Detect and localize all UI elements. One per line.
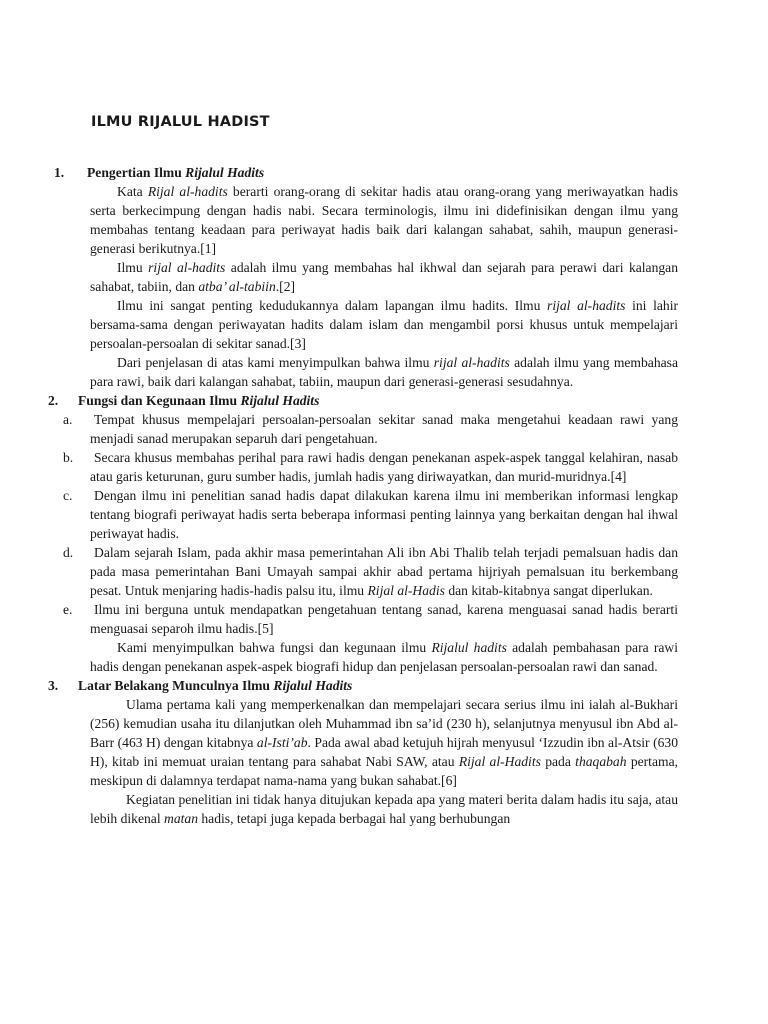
list-item [0,448,768,486]
list-item [0,600,768,638]
section-title: Fungsi dan Kegunaan Ilmu Rijalul Hadits [78,393,320,408]
list-item-label: e. [63,602,73,617]
section-title: Latar Belakang Munculnya Ilmu Rijalul Hadits [78,678,353,693]
list-item-text: Tempat khusus mempelajari persoalan-persoalan sekitar sanad maka mengetahui keadaan rawi yang menjadi sanad merupakan separuh dari pengetahuan. [90,412,678,446]
paragraph: Ilmu ini sangat penting kedudukannya dalam lapangan ilmu hadits. Ilmu rijal al-hadits ini lahir bersama-sama dengan periwayatan hadits dalam islam dan mengambil porsi khusus untuk mempelajari persoalan-persoalan di sekitar sanad.[3] [90,298,678,351]
paragraph: Ulama pertama kali yang memperkenalkan dan mempelajari secara serius ilmu ini ialah al-Bukhari (256) kemudian usaha itu dilanjutkan oleh Muhammad ibn sa’id (230 h), selanjutnya menyusul ibn Abd al-Barr (463 H) dengan kitabnya al-Isti’ab. Pada awal abad ketujuh hijrah menyusul ‘Izzudin ibn al-Atsir (630 H), kitab ini memuat uraian tentang para sahabat Nabi SAW, atau Rijal al-Hadits pada thaqabah pertama, meskipun di dalamnya terdapat nama-nama yang bukan sahabat.[6] [90,697,679,788]
list-item [0,410,768,448]
list-item-text: Ilmu ini berguna untuk mendapatkan pengetahuan tentang sanad, karena menguasai sanad hadis berarti menguasai separoh ilmu hadis.[5] [90,602,678,636]
paragraph: Kami menyimpulkan bahwa fungsi dan kegunaan ilmu Rijalul hadits adalah pembahasan para rawi hadis dengan penekanan aspek-aspek biografi hidup dan penjelasan persoalan-persoalan rawi dan sanad. [90,640,679,674]
list-item [0,543,768,600]
list-item-text: Secara khusus membahas perihal para rawi hadis dengan penekanan aspek-aspek tanggal kelahiran, nasab atau garis keturunan, guru sumber hadis, jumlah hadis yang diriwayatkan, dan murid-muridnya.[4] [90,450,678,484]
list-item [0,486,768,543]
list-item-label: c. [63,488,73,503]
paragraph: Dari penjelasan di atas kami menyimpulkan bahwa ilmu rijal al-hadits adalah ilmu yang membahasa para rawi, baik dari kalangan sahabat, tabiin, maupun dari generasi-generasi sesudahnya. [90,355,678,389]
list-item-label: a. [63,412,73,427]
section-number: 1. [54,165,65,180]
list-item-label: d. [63,545,74,560]
section-number: 3. [48,678,59,693]
document-title: ILMU RIJALUL HADIST [91,114,270,130]
section-title: Pengertian Ilmu Rijalul Hadits [87,165,265,180]
document-body [0,163,768,828]
paragraph: Kata Rijal al-hadits berarti orang-orang di sekitar hadis atau orang-orang yang meriwayatkan hadis serta berkecimpung dengan hadis nabi. Secara terminologis, ilmu ini didefinisikan dengan ilmu yang membahas tentang keadaan para periwayat hadis baik dari kalangan sahabat, sahih, maupun generasi-generasi berikutnya.[1] [90,184,678,256]
list-item-label: b. [63,450,74,465]
section-heading-3 [0,676,768,695]
paragraph: Kegiatan penelitian ini tidak hanya ditujukan kepada apa yang materi berita dalam hadis itu saja, atau lebih dikenal matan hadis, tetapi juga kepada berbagai hal yang berhubungan [90,792,678,826]
section-number: 2. [48,393,59,408]
section-heading-2 [0,391,768,410]
list-item-text: Dalam sejarah Islam, pada akhir masa pemerintahan Ali ibn Abi Thalib telah terjadi pemalsuan hadis dan pada masa pemerintahan Bani Umayah sampai akhir abad pertama hijriyah pemalsuan itu berkembang pesat. Untuk menjaring hadis-hadis palsu itu, ilmu Rijal al-Hadis dan kitab-kitabnya sangat diperlukan. [90,545,678,598]
paragraph: Ilmu rijal al-hadits adalah ilmu yang membahas hal ikhwal dan sejarah para perawi dari kalangan sahabat, tabiin, dan atba’ al-tabiin.[2] [90,260,679,294]
list-item-text: Dengan ilmu ini penelitian sanad hadis dapat dilakukan karena ilmu ini memberikan informasi lengkap tentang biografi periwayat hadis serta beberapa informasi penting lainnya yang berkaitan dengan hal ihwal periwayat hadis. [90,488,678,541]
section-heading-1 [0,163,768,182]
